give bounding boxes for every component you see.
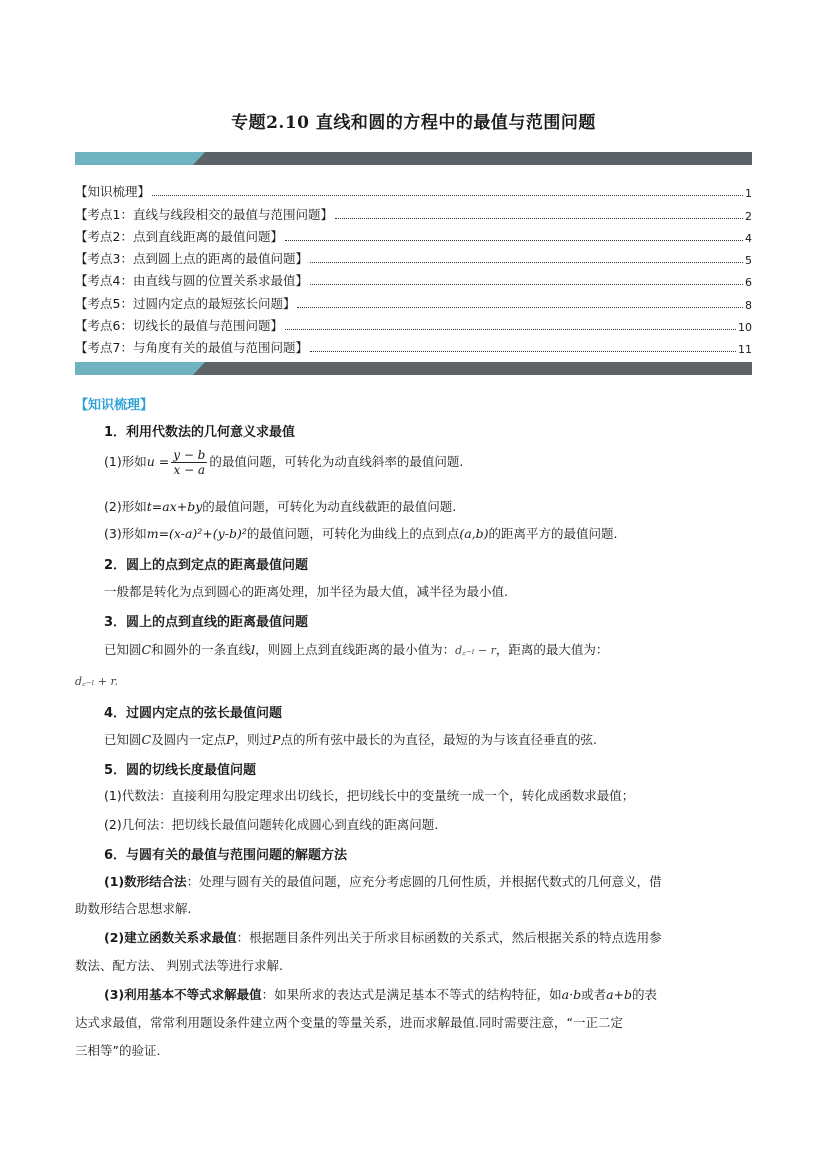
paragraph-6-c-cont2: 三相等”的验证. (75, 1043, 161, 1058)
toc-entry[interactable]: 【考点4：由直线与圆的位置关系求最值】 6 (75, 273, 752, 290)
paragraph-3-b: d꜀₋ₗ + r. (75, 675, 119, 688)
heading-1: 1．利用代数法的几何意义求最值 (104, 425, 296, 440)
paragraph-1-2: (2)形如t=ax+by的最值问题，可转化为动直线截距的最值问题. (104, 499, 457, 514)
paragraph-3-a: 已知圆C和圆外的一条直线l，则圆上点到直线距离的最小值为：d꜀₋ₗ − r，距离的最大值为： (104, 642, 609, 657)
toc-entry[interactable]: 【考点5：过圆内定点的最短弦长问题】 8 (75, 295, 752, 312)
toc-entry[interactable]: 【考点3：点到圆上点的距离的最值问题】 5 (75, 251, 752, 268)
fraction: $\frac{y - b}{x - a}$ (173, 448, 206, 477)
paragraph-6-b: (2)建立函数关系求最值：根据题目条件列出关于所求目标函数的关系式，然后根据关系的特点选用参 (104, 930, 662, 945)
heading-2: 2．圆上的点到定点的距离最值问题 (104, 558, 309, 573)
paragraph-1-1: (1)形如u = $\frac{y - b}{x - a}$ 的最值问题，可转化为动直线斜率的最值问题. (104, 448, 464, 477)
paragraph-5-a: (1)代数法：直接利用勾股定理求出切线长，把切线长中的变量统一成一个，转化成函数求最值； (104, 788, 635, 803)
toc-entry[interactable]: 【考点6：切线长的最值与范围问题】 10 (75, 318, 752, 335)
heading-3: 3．圆上的点到直线的距离最值问题 (104, 615, 309, 630)
section-heading: 【知识梳理】 (75, 398, 154, 413)
paragraph-6-a: (1)数形结合法：处理与圆有关的最值问题，应充分考虑圆的几何性质，并根据代数式的几何意义，借 (104, 874, 662, 889)
paragraph-1-3: (3)形如m=(x-a)²+(y-b)²的最值问题，可转化为曲线上的点到点(a,b)的距离平方的最值问题. (104, 526, 618, 541)
heading-5: 5．圆的切线长度最值问题 (104, 763, 257, 778)
page-title: 专题2.10 直线和圆的方程中的最值与范围问题 (231, 113, 596, 133)
toc-entry[interactable]: 【考点7：与角度有关的最值与范围问题】 11 (75, 340, 752, 357)
heading-4: 4．过圆内定点的弦长最值问题 (104, 706, 283, 721)
paragraph-6-c: (3)利用基本不等式求解最值：如果所求的表达式是满足基本不等式的结构特征，如a·b或者a+b的表 (104, 987, 658, 1002)
paragraph-6-b-cont: 数法、配方法、 判别式法等进行求解. (75, 958, 283, 973)
toc-entry[interactable]: 【知识梳理】 1 (75, 184, 752, 201)
bottom-divider-band (75, 362, 752, 375)
paragraph-4: 已知圆C及圆内一定点P，则过P点的所有弦中最长的为直径，最短的为与该直径垂直的弦. (104, 732, 597, 747)
paragraph-5-b: (2)几何法：把切线长最值问题转化成圆心到直线的距离问题. (104, 817, 439, 832)
table-of-contents (75, 178, 752, 356)
paragraph-6-c-cont: 达式求最值，常常利用题设条件建立两个变量的等量关系，进而求解最值.同时需要注意，“一正二定 (75, 1015, 623, 1030)
toc-entry[interactable]: 【考点2：点到直线距离的最值问题】 4 (75, 228, 752, 245)
heading-6: 6．与圆有关的最值与范围问题的解题方法 (104, 848, 348, 863)
paragraph-2: 一般都是转化为点到圆心的距离处理，加半径为最大值，减半径为最小值. (104, 584, 508, 599)
paragraph-6-a-cont: 助数形结合思想求解. (75, 901, 192, 916)
top-divider-band (75, 152, 752, 165)
toc-entry[interactable]: 【考点1：直线与线段相交的最值与范围问题】 2 (75, 206, 752, 223)
